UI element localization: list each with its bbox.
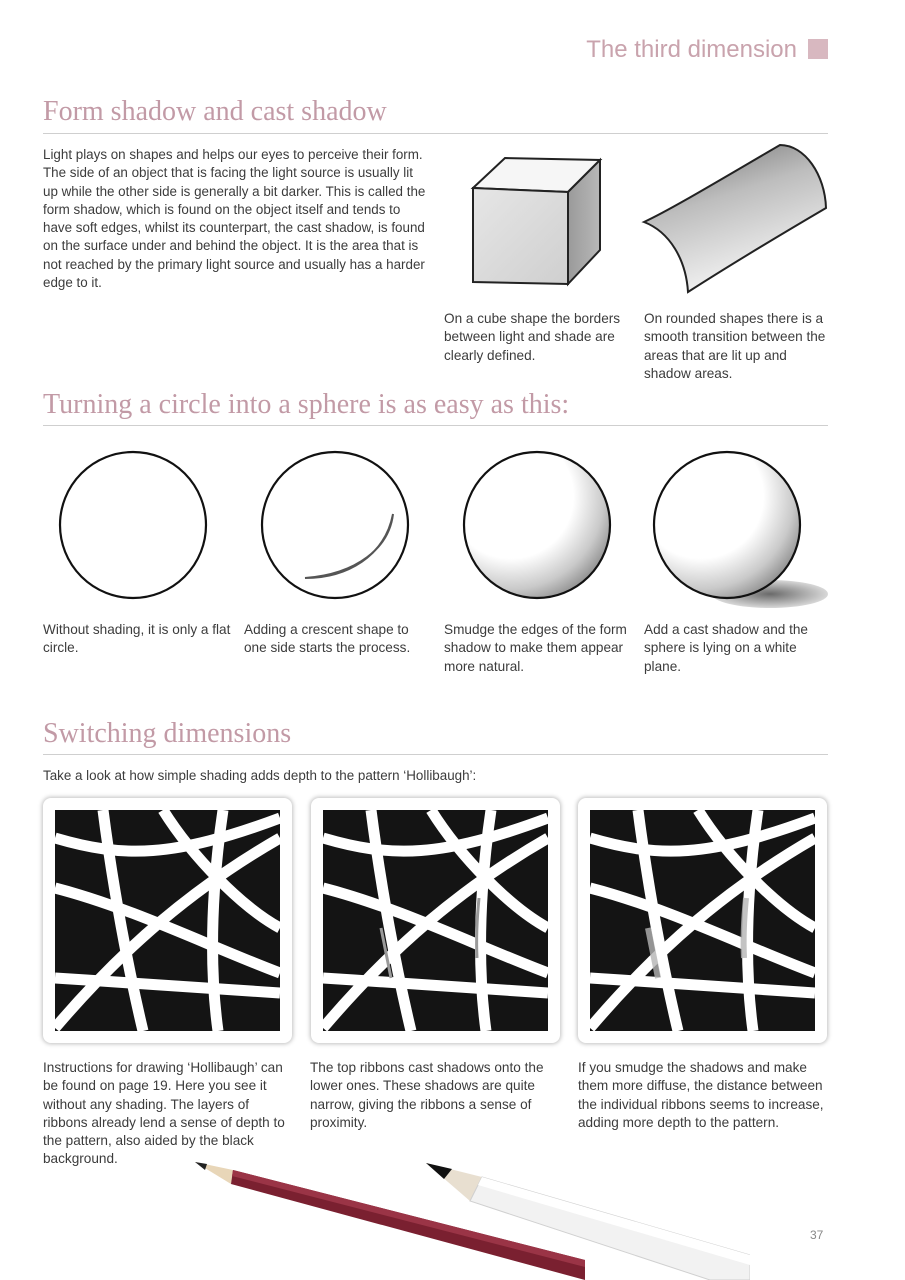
white-pencil-illustration xyxy=(420,1155,750,1280)
section-rule xyxy=(43,425,828,426)
sphere-step-1 xyxy=(55,448,215,608)
intro-paragraph: Light plays on shapes and helps our eyes to perceive their form. The side of an object that is facing the light source is usually lit up while the other side is generally a bit darker. This is called the form shadow, which is found on the object itself and tends to have soft edges, whilst its counterpart, the cast shadow, is found on the surface under and behind the object. It is the area that is not reached by the primary light source and usually has a harder edge to it. xyxy=(43,147,426,291)
tile-caption-1: Instructions for drawing ‘Hollibaugh’ can be found on page 19. Here you see it without any shading. The layers of ribbons already lend a sense of depth to the pattern, also aided by the black background. xyxy=(43,1060,285,1167)
sphere-step-3 xyxy=(459,448,619,608)
hollibaugh-tile-plain xyxy=(43,798,292,1043)
sphere-step-2 xyxy=(257,448,417,608)
section-rule xyxy=(43,754,828,755)
sphere-step-4 xyxy=(650,448,835,613)
tile-caption-2: The top ribbons cast shadows onto the lower ones. These shadows are quite narrow, giving the ribbons a sense of proximity. xyxy=(310,1060,544,1130)
sphere-caption-2: Adding a crescent shape to one side starts the process. xyxy=(244,622,411,656)
section-title-sphere: Turning a circle into a sphere is as easy as this: xyxy=(43,389,570,420)
cube-illustration xyxy=(465,152,625,288)
chapter-marker xyxy=(808,39,828,59)
page-number: 37 xyxy=(810,1228,824,1242)
hollibaugh-tile-narrow-shadows xyxy=(311,798,560,1043)
section-rule xyxy=(43,133,828,134)
section-title-form-shadow: Form shadow and cast shadow xyxy=(43,96,387,127)
sphere-caption-1: Without shading, it is only a flat circle. xyxy=(43,622,231,656)
hollibaugh-tile-diffuse-shadows xyxy=(578,798,827,1043)
section-title-switching: Switching dimensions xyxy=(43,718,292,749)
sphere-caption-4: Add a cast shadow and the sphere is lying on a white plane. xyxy=(644,622,808,674)
chapter-title: The third dimension xyxy=(586,36,797,63)
sphere-caption-3: Smudge the edges of the form shadow to make them appear more natural. xyxy=(444,622,627,674)
cube-caption: On a cube shape the borders between light and shade are clearly defined. xyxy=(444,311,621,363)
rounded-caption: On rounded shapes there is a smooth transition between the areas that are lit up and shadow areas. xyxy=(644,311,826,381)
tile-caption-3: If you smudge the shadows and make them more diffuse, the distance between the individual ribbons seems to increase, adding more depth to the pattern. xyxy=(578,1060,824,1130)
half-cylinder-illustration xyxy=(640,140,830,295)
switching-intro: Take a look at how simple shading adds depth to the pattern ‘Hollibaugh’: xyxy=(43,768,477,783)
